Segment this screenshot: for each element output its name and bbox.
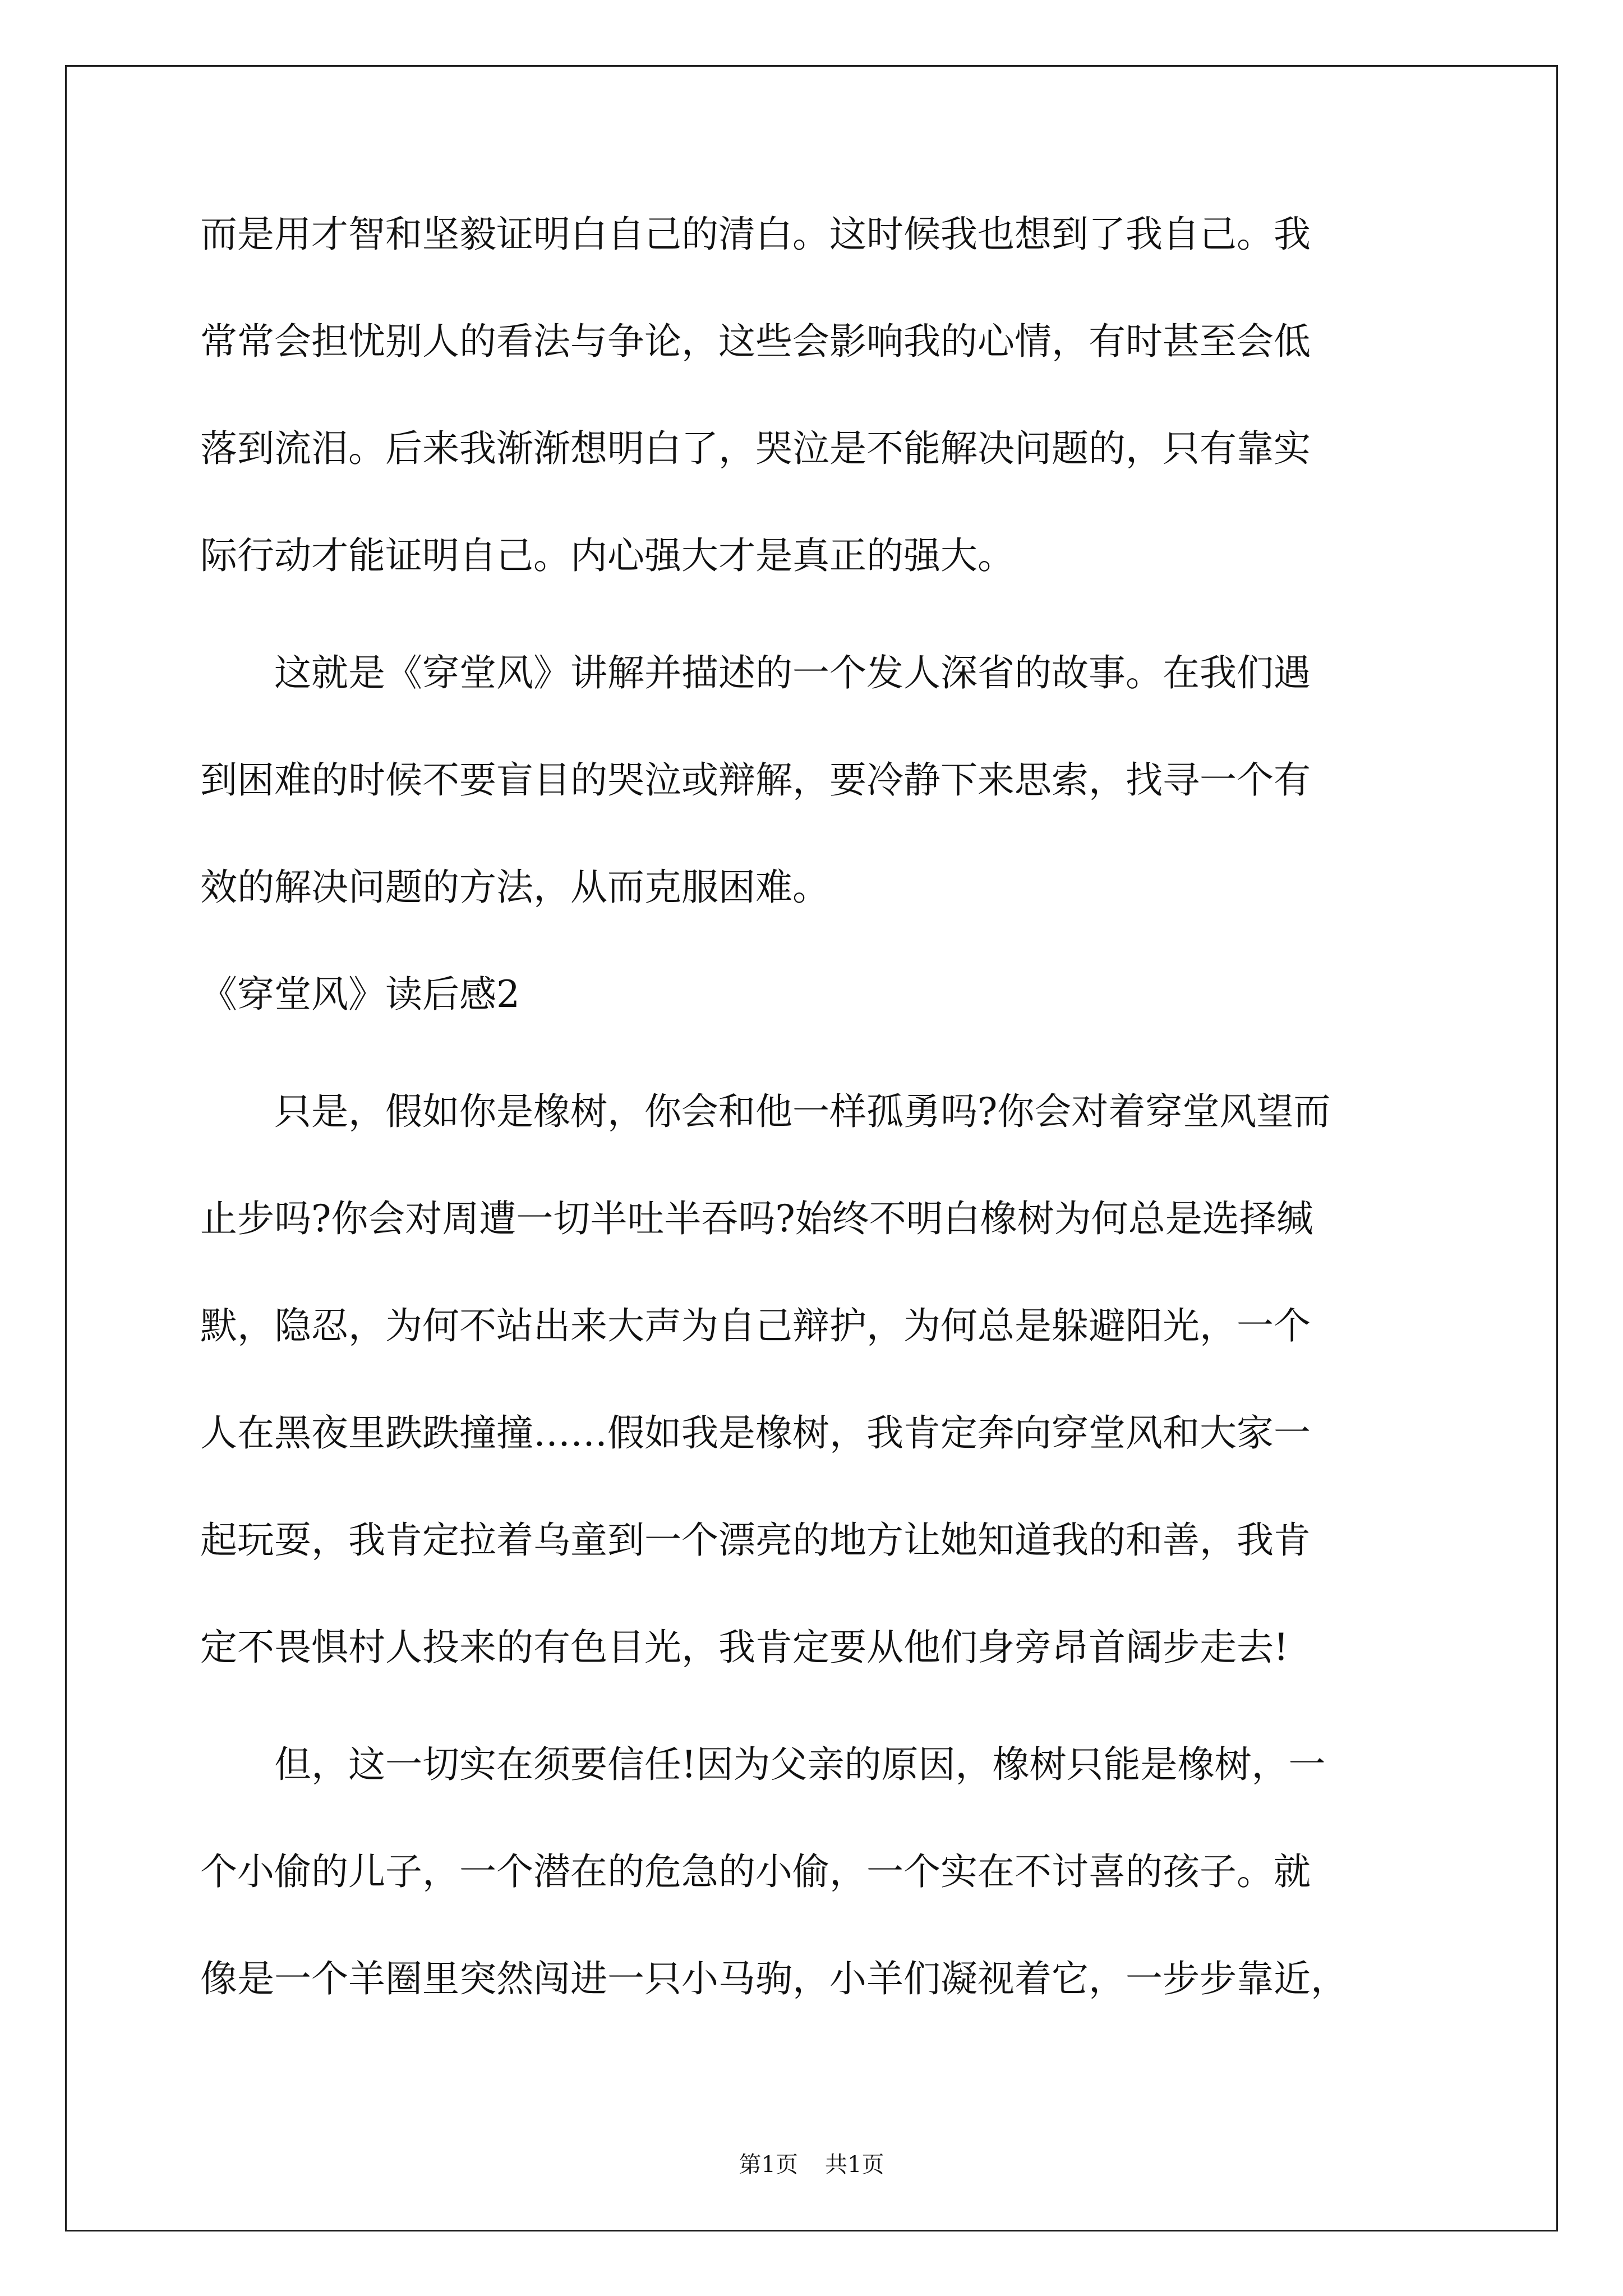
page-number-total: 共1页 [825, 2152, 884, 2178]
page-footer [0, 2147, 1623, 2179]
text-line: 这就是《穿堂风》讲解并描述的一个发人深省的故事。在我们遇 [274, 651, 1311, 694]
text-line: 落到流泪。后来我渐渐想明白了，哭泣是不能解决问题的，只有靠实 [200, 427, 1311, 470]
text-line: 人在黑夜里跌跌撞撞……假如我是橡树，我肯定奔向穿堂风和大家一 [200, 1411, 1311, 1455]
text-line: 止步吗?你会对周遭一切半吐半吞吗?始终不明白橡树为何总是选择缄 [200, 1197, 1313, 1240]
text-line: 像是一个羊圈里突然闯进一只小马驹，小羊们凝视着它，一步步靠近， [200, 1957, 1348, 2000]
page-number-current: 第1页 [739, 2152, 798, 2178]
text-line: 默，隐忍，为何不站出来大声为自己辩护，为何总是躲避阳光，一个 [200, 1304, 1311, 1347]
text-line: 常常会担忧别人的看法与争论，这些会影响我的心情，有时甚至会低 [200, 320, 1311, 363]
text-line: 起玩耍，我肯定拉着乌童到一个漂亮的地方让她知道我的和善，我肯 [200, 1519, 1311, 1562]
text-line: 而是用才智和坚毅证明白自己的清白。这时候我也想到了我自己。我 [200, 213, 1311, 256]
text-line: 只是，假如你是橡树，你会和他一样孤勇吗?你会对着穿堂风望而 [274, 1090, 1331, 1133]
text-line: 但，这一切实在须要信任!因为父亲的原因，橡树只能是橡树，一 [274, 1743, 1326, 1786]
section-heading: 《穿堂风》读后感2 [200, 973, 520, 1016]
document-body [200, 213, 1434, 2000]
text-line: 定不畏惧村人投来的有色目光，我肯定要从他们身旁昂首阔步走去! [200, 1626, 1289, 1669]
text-line: 际行动才能证明自己。内心强大才是真正的强大。 [200, 534, 1015, 577]
text-line: 个小偷的儿子，一个潜在的危急的小偷，一个实在不讨喜的孩子。就 [200, 1850, 1311, 1893]
text-line: 到困难的时候不要盲目的哭泣或辩解，要冷静下来思索，找寻一个有 [200, 758, 1311, 802]
text-line: 效的解决问题的方法，从而克服困难。 [200, 866, 829, 909]
